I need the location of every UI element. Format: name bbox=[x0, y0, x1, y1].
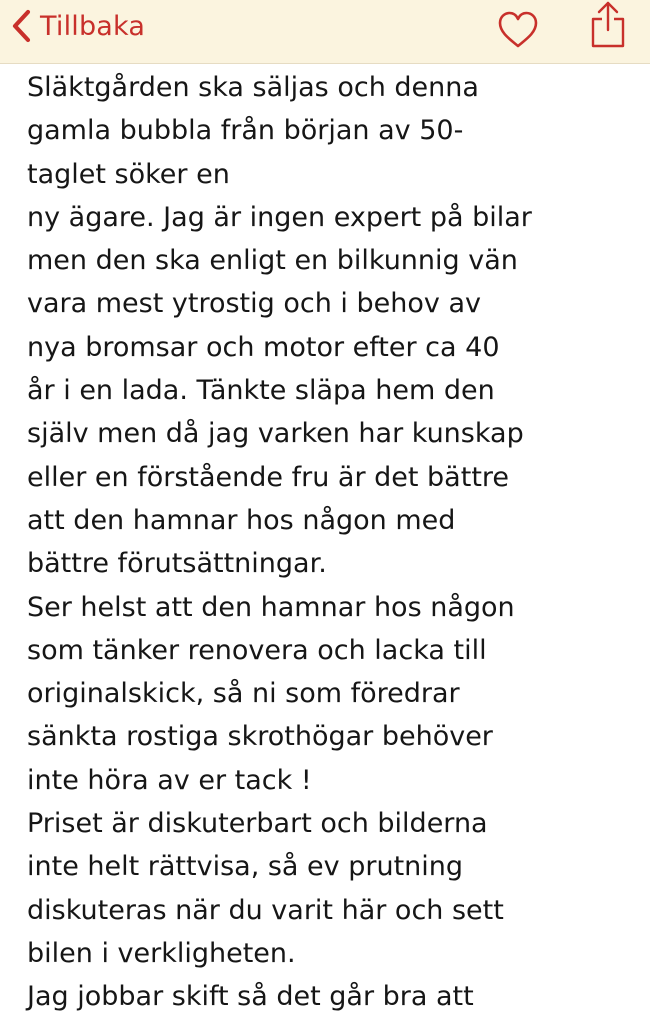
description-line: men den ska enligt en bilkunnig vän bbox=[27, 245, 518, 277]
share-icon bbox=[588, 35, 628, 54]
description-line: inte helt rättvisa, så ev prutning bbox=[27, 851, 464, 883]
back-button-label: Tillbaka bbox=[40, 10, 146, 42]
description-line: själv men då jag varken har kunskap bbox=[27, 418, 524, 450]
share-button[interactable] bbox=[588, 0, 628, 54]
description-line: bilen i verkligheten. bbox=[27, 937, 296, 969]
description-line: gamla bubbla från början av 50- bbox=[27, 115, 464, 147]
description-line: som tänker renovera och lacka till bbox=[27, 634, 487, 666]
description-line: sänkta rostiga skrothögar behöver bbox=[27, 721, 493, 753]
description-line: eller en förstående fru är det bättre bbox=[27, 461, 510, 493]
listing-description bbox=[27, 66, 637, 1019]
description-line: Jag jobbar skift så det går bra att bbox=[27, 981, 474, 1013]
description-line: diskuteras när du varit här och sett bbox=[27, 894, 504, 926]
description-line: ny ägare. Jag är ingen expert på bilar bbox=[27, 201, 532, 233]
description-line: nya bromsar och motor efter ca 40 bbox=[27, 331, 500, 363]
description-line: taglet söker en bbox=[27, 158, 230, 190]
description-line: vara mest ytrostig och i behov av bbox=[27, 288, 481, 320]
favorite-button[interactable] bbox=[497, 10, 539, 54]
description-line: år i en lada. Tänkte släpa hem den bbox=[27, 375, 495, 407]
description-line: bättre förutsättningar. bbox=[27, 548, 327, 580]
chevron-left-icon bbox=[10, 9, 32, 43]
heart-icon bbox=[497, 35, 539, 54]
navigation-bar bbox=[0, 0, 650, 64]
description-line: att den hamnar hos någon med bbox=[27, 504, 456, 536]
description-line: Ser helst att den hamnar hos någon bbox=[27, 591, 515, 623]
back-button[interactable] bbox=[10, 0, 145, 52]
description-line: inte höra av er tack ! bbox=[27, 764, 312, 796]
description-line: Släktgården ska säljas och denna bbox=[27, 72, 479, 103]
description-line: originalskick, så ni som föredrar bbox=[27, 678, 460, 710]
description-line: Priset är diskuterbart och bilderna bbox=[27, 808, 488, 840]
